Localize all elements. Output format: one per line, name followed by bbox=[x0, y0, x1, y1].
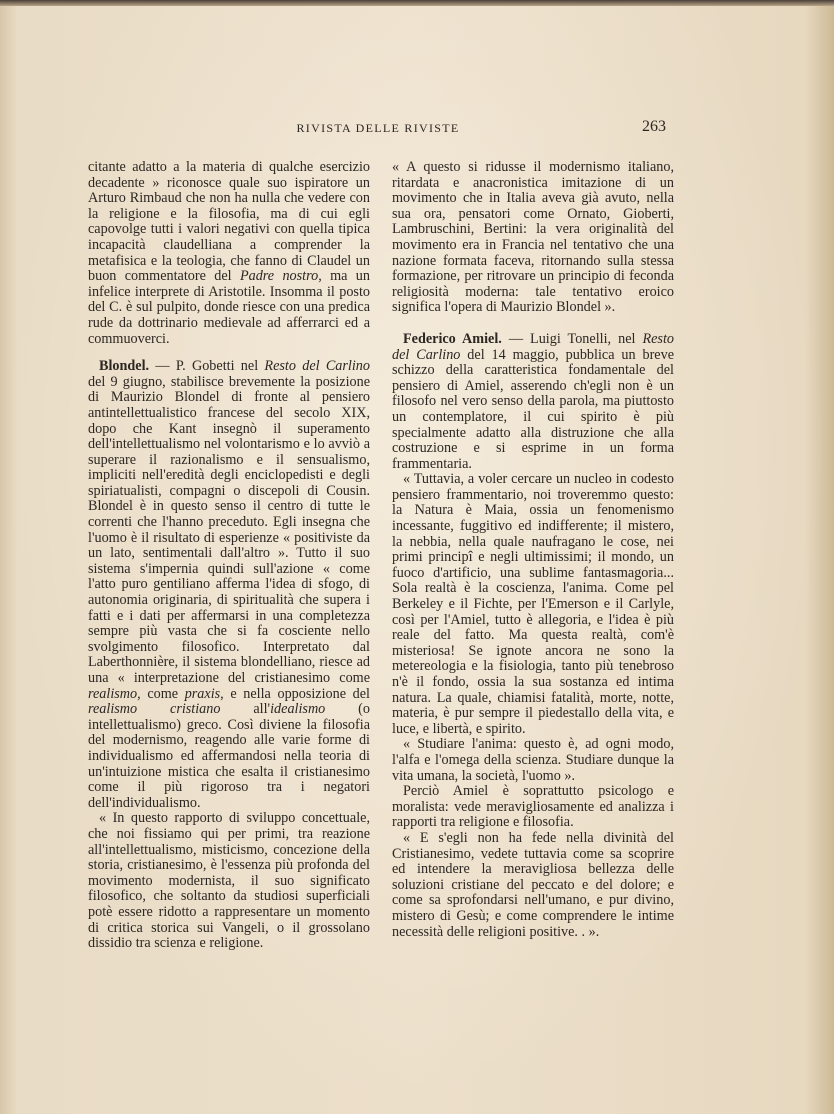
entry-amiel: Federico Amiel. — Luigi Tonelli, nel Resto del Carlino del 14 maggio, pubblica un breve schizzo della caratteristica fondamentale del pensiero di Amiel, asserendo ch'egli non è un filosofo nel vero senso della parola, ma piuttosto un contemplatore, il cui spirito è più specialmente adatto alla distruzione che alla costruzione e si esprime in un forma frammentaria. bbox=[392, 330, 674, 472]
paragraph: « A questo si ridusse il modernismo italiano, ritardata e anacronistica imitazione di un movimento che in Italia aveva già avuto, nella sua ora, pensatori come Ornato, Gioberti, Lambruschini, Bertini: la vera originalità del movimento era in Francia nel tentativo che una nazione formata faceva, ritornando sulla stessa formazione, per ritrovare un principio di feconda religiosità moderna: tale tentativo eroico significa l'opera di Maurizio Blondel ». bbox=[392, 159, 674, 316]
entry-blondel: Blondel. — P. Gobetti nel Resto del Carlino del 9 giugno, stabilisce brevemente la posizione di Maurizio Blondel di fronte al pensiero antintellettualistico francese del secolo XIX, dopo che Kant insegnò il superamento dell'intellettualismo nel volontarismo e lo avviò a superare il razionalismo e il sensualismo, impliciti nell'eredità degli enciclopedisti e degli spiriatualisti, compagni o discepoli di Cousin. Blondel è in questo senso il centro di tutte le correnti che l'hanno preceduto. Egli insegna che l'uomo è il risultato di esperienze « positiviste da un lato, sentimentali dall'altro ». Tutto il suo sistema s'impernia quindi sull'azione « come l'atto puro gentiliano afferma l'idea di sfogo, di autonomia originaria, di spiritualità che supera i fatti e i dati per affermarsi in una completezza sempre più vasta che si fa cosciente nello svolgimento filosofico. Interpretato dal Laberthonnière, il sistema blondelliano, riesce ad una « interpretazione del cristianesimo come realismo, come praxis, e nella opposizione del realismo cristiano all'idealismo (o intellettualismo) greco. Così diviene la filosofia del modernismo, reagendo alle varie forme di individualismo ed affermandosi nella teoria di un'intuizione mistica che esalta il cristianesimo come il più rigoroso tra i negatori dell'individualismo. bbox=[88, 358, 370, 811]
entry-heading: Blondel. bbox=[99, 358, 150, 375]
paragraph: « In questo rapporto di sviluppo concettuale, che noi fissiamo qui per primi, tra reazione all'intellettualismo, misticismo, concezione della storia, cristianesimo, è l'essenza più profonda del movimento modernista, il suo significato filosofico, che soltanto da studiosi superficiali potè essere ridotto a rappresentare un momento di critica storica sui Vangeli, o il grossolano dissidio tra scienza e religione. bbox=[88, 810, 370, 952]
paragraph: citante adatto a la materia di qualche esercizio decadente » riconosce quale suo ispiratore un Arturo Rimbaud che non ha nulla che vedere con la religione e la filosofia, ma di cui egli capovolge tutti i valori negativi con quella tipica incapacità claudelliana a comprender la metafisica e la teologia, che fanno di Claudel un buon commentatore del Padre nostro, ma un infelice interprete di Aristotile. Insomma il posto del C. è sul pulpito, donde riesce con una predica rude da dottrinario medievale ad afferrarci ed a commuoverci. bbox=[88, 159, 370, 347]
running-title: RIVISTA DELLE RIVISTE bbox=[296, 121, 460, 135]
page-header bbox=[90, 118, 666, 140]
page-top-edge bbox=[0, 0, 834, 6]
page-number: 263 bbox=[642, 118, 666, 135]
paragraph: « Studiare l'anima: questo è, ad ogni modo, l'alfa e l'omega della scienza. Studiare dunque la vita umana, la società, l'uomo ». bbox=[392, 736, 674, 784]
entry-heading: Federico Amiel. bbox=[403, 330, 502, 347]
paragraph: « E s'egli non ha fede nella divinità del Cristianesimo, vedete tuttavia come sa scoprire ed intendere la meravigliosa bellezza delle soluzioni cristiane del peccato e del dolore; e come sa sprofondarsi nell'umano, e pur divino, mistero di Gesù; e come comprendere le intime necessità delle religioni positive. . ». bbox=[392, 829, 674, 940]
paragraph: Perciò Amiel è soprattutto psicologo e moralista: vede meravigliosamente ed analizza i rapporti tra religione e filosofia. bbox=[392, 783, 674, 831]
left-column bbox=[88, 160, 370, 952]
right-column bbox=[392, 160, 674, 940]
paragraph: « Tuttavia, a voler cercare un nucleo in codesto pensiero frammentario, noi troveremmo questo: la Natura è Maia, ossia un fenomenismo incessante, fuggitivo ed indifferente; il mistero, la nebbia, nella quale naufragano le cose, nei primi principî e negli ultimissimi; il mondo, un fuoco d'artificio, una sublime fantasmagoria... Sola realtà è la coscienza, l'anima. Come pel Berkeley e il Fichte, per l'Emerson e il Carlyle, così per l'Amiel, tutto è allegoria, e l'idea è più reale del fatto. Ma questa realtà, com'è misteriosa! Se ignote ancora ne sono la metereologia e la fisiologia, tanto più tenebroso n'è il fondo, ossia la sua sostanza ed intima natura. La quale, chiamisi fatalità, morte, notte, materia, è pur sempre il piedestallo della vita, e luce, e libertà, e spirito. bbox=[392, 471, 674, 737]
